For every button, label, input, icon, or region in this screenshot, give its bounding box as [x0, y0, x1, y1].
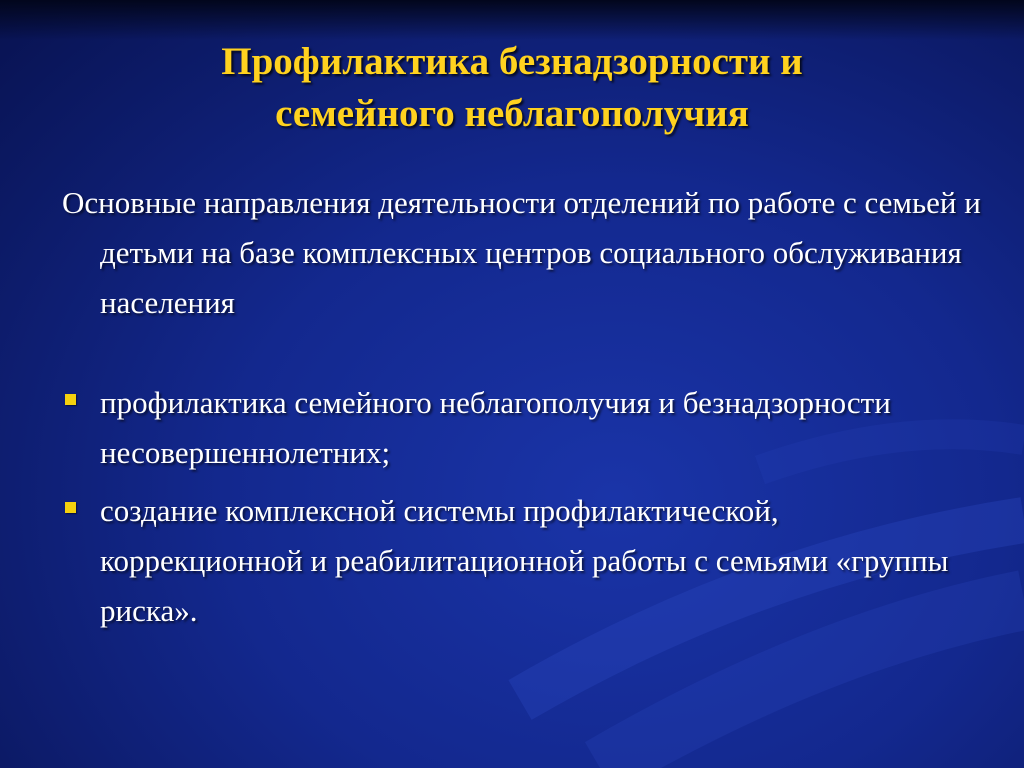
square-bullet-icon [65, 394, 76, 405]
bullet-item [62, 378, 982, 478]
slide-title-line-2: семейного неблагополучия [275, 92, 749, 135]
intro-paragraph: Основные направления деятельности отделений по работе с семьей и детьми на базе комплексных центров социального обслуживания населения [62, 185, 981, 320]
slide-title-line-1: Профилактика безнадзорности и [221, 40, 803, 83]
slide-title [60, 36, 964, 140]
bullet-list [62, 378, 982, 636]
bullet-item [62, 486, 982, 636]
square-bullet-icon [65, 502, 76, 513]
bullet-text: профилактика семейного неблагополучия и безнадзорности несовершеннолетних; [100, 385, 891, 470]
slide-body [62, 178, 982, 644]
bullet-text: создание комплексной системы профилактической, коррекционной и реабилитационной работы с семьями «группы риска». [100, 493, 949, 628]
